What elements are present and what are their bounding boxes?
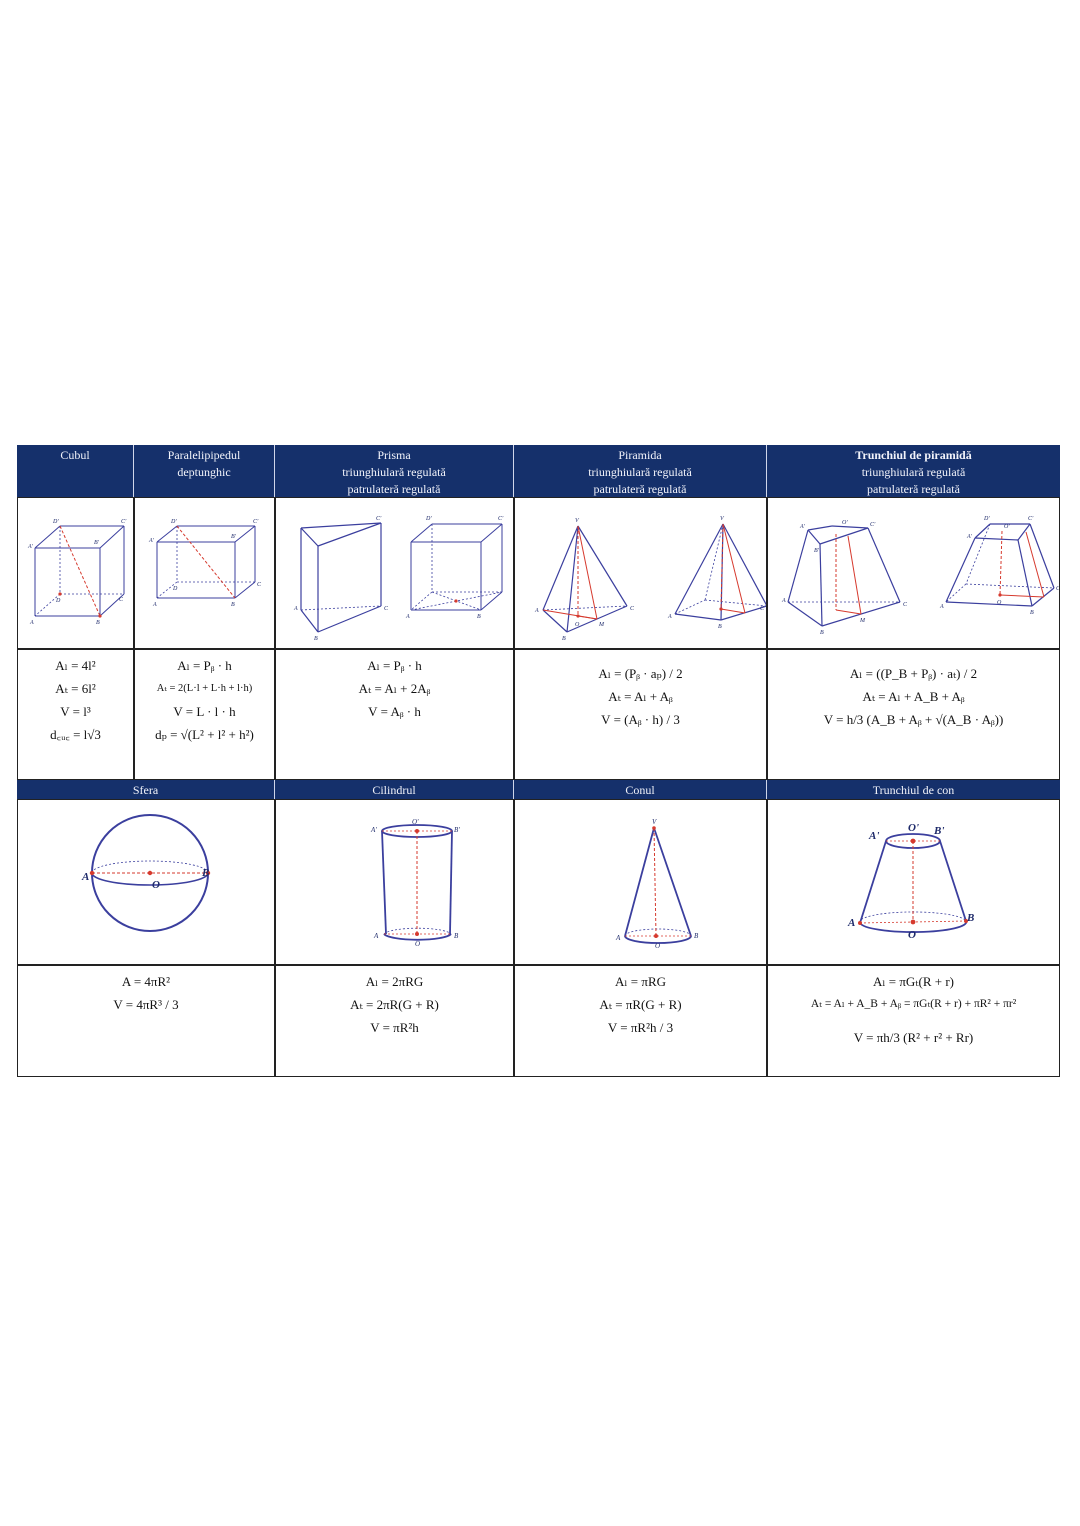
svg-text:A: A (82, 871, 90, 883)
svg-text:C: C (1056, 586, 1061, 592)
svg-text:C': C' (498, 516, 504, 522)
svg-text:V: V (575, 518, 579, 524)
header-line: Conul (625, 783, 655, 797)
svg-text:B: B (967, 912, 975, 924)
svg-text:A: A (668, 614, 672, 620)
svg-text:B: B (231, 602, 235, 608)
svg-text:O': O' (908, 822, 919, 834)
header-paralelipipedul (134, 445, 275, 497)
header-cilindrul (275, 780, 514, 799)
formulas-trunchi-piramida (767, 649, 1060, 780)
svg-text:A': A' (800, 524, 805, 530)
prism-figures (276, 498, 514, 649)
cylinder-figure (276, 800, 514, 965)
svg-text:A: A (940, 604, 944, 610)
svg-text:A: A (374, 932, 379, 940)
formula: Aₜ = Aₗ + Aᵦ (608, 689, 673, 704)
svg-text:O': O' (1004, 524, 1010, 530)
header-cubul (17, 445, 134, 497)
svg-text:B: B (96, 620, 100, 626)
formulas-sfera (17, 965, 275, 1077)
svg-text:O: O (997, 600, 1002, 606)
svg-text:O: O (415, 940, 421, 948)
svg-text:B': B' (934, 825, 945, 837)
header-line: Paralelipipedul (167, 448, 241, 462)
svg-text:V: V (720, 516, 724, 522)
cuboid-figure (135, 498, 275, 649)
svg-text:C': C' (121, 519, 127, 525)
header-sfera (17, 780, 275, 799)
svg-text:B: B (562, 636, 566, 642)
header-line: Prisma (377, 448, 411, 462)
header-line: triunghiulară regulată (861, 465, 966, 479)
formula: A = 4πR² (121, 974, 171, 989)
formula: dₚ = √(L² + l² + h²) (155, 727, 254, 742)
formulas-cub (17, 649, 134, 780)
formula: V = (Aᵦ · h) / 3 (601, 712, 680, 727)
svg-text:O: O (152, 879, 160, 891)
svg-text:D': D' (984, 516, 990, 522)
cube-figure (18, 498, 134, 649)
header-piramida (514, 445, 767, 497)
svg-text:C: C (630, 606, 635, 612)
svg-text:C': C' (1028, 516, 1034, 522)
formula: Aₗ = Pᵦ · h (367, 658, 422, 673)
geometry-formula-sheet (17, 445, 1060, 1077)
figure-piramida (514, 497, 767, 649)
header-line: Sfera (132, 783, 159, 797)
formula: Aₜ = πR(G + R) (599, 997, 682, 1012)
header-trunchi-piramida (767, 445, 1060, 497)
formula: V = h/3 (A_B + Aᵦ + √(A_B · Aᵦ)) (823, 712, 1004, 727)
svg-text:M: M (599, 622, 604, 628)
svg-text:B': B' (454, 826, 460, 834)
svg-text:C: C (384, 606, 389, 612)
svg-text:C: C (257, 582, 262, 588)
header-line: Piramida (618, 448, 662, 462)
frustum-cone-figure (768, 800, 1060, 965)
formula: V = 4πR³ / 3 (113, 997, 179, 1012)
svg-text:A: A (782, 598, 786, 604)
formula: V = Aᵦ · h (368, 704, 421, 719)
formula: Aₜ = 6l² (55, 681, 96, 696)
svg-text:O: O (908, 929, 916, 941)
svg-text:D': D' (426, 516, 432, 522)
svg-text:O: O (655, 942, 661, 950)
svg-text:V: V (652, 818, 657, 826)
pyramid-figures (515, 498, 767, 649)
svg-text:A': A' (371, 826, 377, 834)
svg-text:C: C (119, 597, 124, 603)
header-line: Cubul (60, 448, 90, 462)
formula: Aₜ = Aₗ + 2Aᵦ (358, 681, 431, 696)
svg-text:D: D (173, 586, 178, 592)
header-line: triunghiulară regulată (342, 465, 446, 479)
formula: Aₜ = Aₗ + A_B + Aᵦ = πGₜ(R + r) + πR² + πr² (810, 998, 1017, 1010)
figure-sfera (17, 799, 275, 965)
svg-text:B: B (1030, 610, 1034, 616)
svg-text:B': B' (814, 548, 819, 554)
formula: Aₗ = ((P_B + Pᵦ) · aₜ) / 2 (849, 666, 978, 681)
svg-text:B: B (314, 636, 318, 642)
svg-text:A': A' (967, 534, 972, 540)
header-trunchi-con (767, 780, 1060, 799)
frustum-pyramid-figures (768, 498, 1060, 649)
formula: Aₗ = (Pᵦ · aₚ) / 2 (598, 666, 683, 681)
svg-text:A': A' (149, 538, 154, 544)
header-line: Trunchiul de piramidă (855, 448, 972, 462)
svg-text:B: B (694, 932, 699, 940)
svg-text:B: B (718, 624, 722, 630)
figure-cub (17, 497, 134, 649)
formulas-trunchi-con (767, 965, 1060, 1077)
formulas-paralelipiped (134, 649, 275, 780)
formula: Aₜ = 2(L·l + L·h + l·h) (156, 683, 253, 694)
formula: Aₗ = Pᵦ · h (177, 658, 232, 673)
svg-text:A: A (535, 608, 539, 614)
svg-text:A: A (848, 917, 856, 929)
svg-text:B': B' (94, 540, 99, 546)
formula: d꜀ᵤ꜀ = l√3 (50, 727, 101, 742)
svg-text:A: A (153, 602, 157, 608)
formulas-cilindrul (275, 965, 514, 1077)
formula: V = πR²h / 3 (607, 1020, 674, 1035)
svg-text:B: B (820, 630, 824, 636)
sphere-figure (18, 800, 275, 965)
header-line: triunghiulară regulată (588, 465, 692, 479)
svg-text:A': A' (28, 544, 33, 550)
figure-conul (514, 799, 767, 965)
header-line: patrulateră regulată (867, 482, 960, 496)
svg-text:O: O (575, 622, 580, 628)
header-line: Cilindrul (372, 783, 416, 797)
header-line: deptunghic (177, 465, 231, 479)
svg-text:A: A (30, 620, 34, 626)
formula: V = L · l · h (173, 704, 236, 719)
svg-text:B': B' (231, 534, 236, 540)
svg-text:C': C' (376, 516, 382, 522)
figure-paralelipiped (134, 497, 275, 649)
svg-text:D: D (56, 598, 61, 604)
svg-text:A': A' (869, 830, 880, 842)
svg-text:B: B (477, 614, 481, 620)
svg-text:A: A (406, 614, 410, 620)
svg-text:C: C (760, 606, 765, 612)
svg-text:C: C (903, 602, 908, 608)
formula: Aₜ = 2πR(G + R) (350, 997, 439, 1012)
figure-cilindrul (275, 799, 514, 965)
formula: V = πh/3 (R² + r² + Rr) (853, 1030, 974, 1045)
svg-text:D': D' (171, 519, 177, 525)
svg-text:O': O' (842, 520, 848, 526)
formula: V = πR²h (370, 1020, 419, 1035)
svg-text:A: A (616, 934, 621, 942)
svg-text:B: B (202, 867, 210, 879)
cone-figure (515, 800, 767, 965)
svg-text:M: M (860, 618, 865, 624)
formulas-prisma (275, 649, 514, 780)
svg-text:B: B (454, 932, 459, 940)
header-line: patrulateră regulată (593, 482, 687, 496)
svg-text:A: A (294, 606, 298, 612)
figure-trunchi-piramida (767, 497, 1060, 649)
figure-prisma (275, 497, 514, 649)
formula: Aₜ = Aₗ + A_B + Aᵦ (862, 689, 965, 704)
formula: Aₗ = 2πRG (365, 974, 424, 989)
figure-trunchi-con (767, 799, 1060, 965)
header-line: patrulateră regulată (347, 482, 441, 496)
formulas-piramida (514, 649, 767, 780)
formula: V = l³ (60, 704, 91, 719)
formula: Aₗ = πRG (615, 974, 666, 989)
svg-text:D': D' (53, 519, 59, 525)
formula: Aₗ = πGₜ(R + r) (872, 974, 955, 989)
formula: Aₗ = 4l² (55, 658, 96, 673)
formulas-conul (514, 965, 767, 1077)
svg-text:O': O' (412, 818, 419, 826)
header-line: Trunchiul de con (872, 783, 955, 797)
svg-text:C': C' (870, 522, 876, 528)
svg-text:C': C' (253, 519, 259, 525)
header-conul (514, 780, 767, 799)
header-prisma (275, 445, 514, 497)
